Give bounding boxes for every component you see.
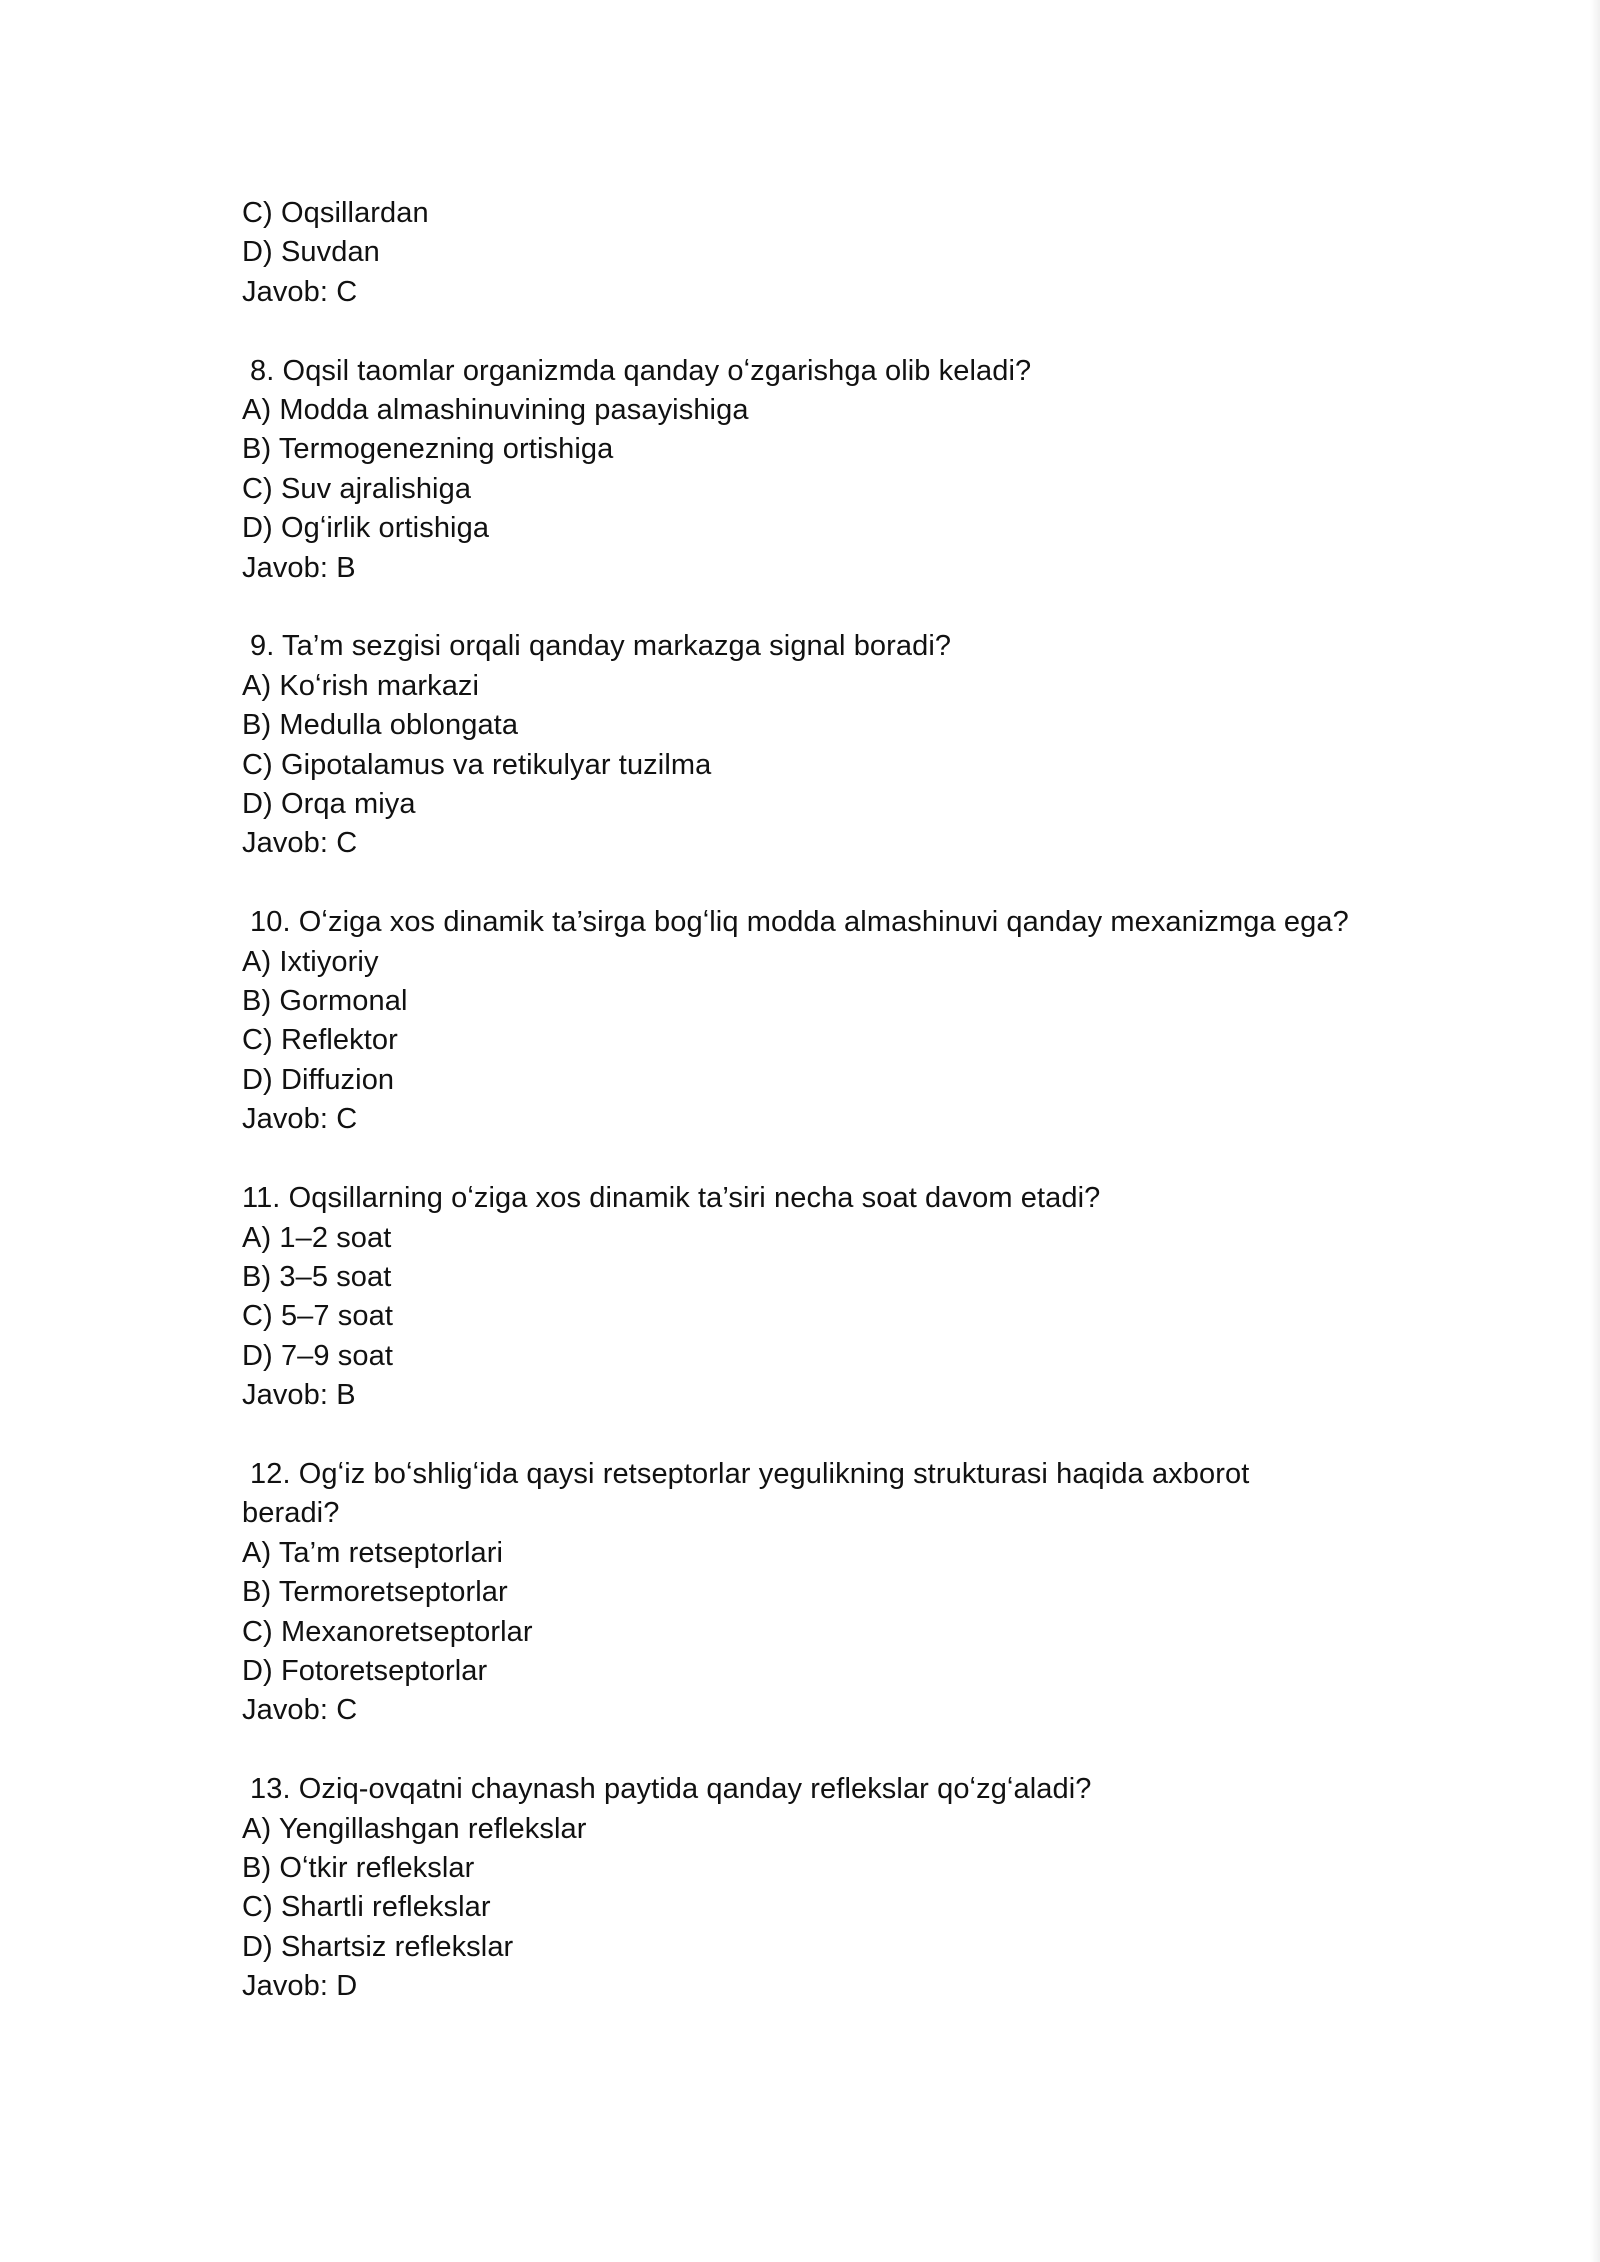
section-gap xyxy=(242,588,1422,627)
question-10-option-b: B) Gormonal xyxy=(242,985,408,1018)
question-12-line-2: beradi? xyxy=(242,1497,340,1530)
question-12-option-a: A) Ta’m retseptorlari xyxy=(242,1536,504,1569)
question-9-option-c: C) Gipotalamus va retikulyar tuzilma xyxy=(242,748,712,781)
question-block-12 xyxy=(242,1455,1422,1731)
question-9-answer: Javob: C xyxy=(242,827,358,860)
question-9-option-b: B) Medulla oblongata xyxy=(242,709,519,742)
question-8: 8. Oqsil taomlar organizmda qanday oʻzgarishga olib keladi? xyxy=(250,354,1032,387)
question-10-option-a: A) Ixtiyoriy xyxy=(242,945,379,978)
question-13-option-d: D) Shartsiz reflekslar xyxy=(242,1930,514,1963)
question-8-option-b: B) Termogenezning ortishiga xyxy=(242,433,614,466)
question-11-option-b: B) 3–5 soat xyxy=(242,1260,392,1293)
question-12-answer: Javob: C xyxy=(242,1694,358,1727)
question-block-11 xyxy=(242,1179,1422,1415)
question-10-option-c: C) Reflektor xyxy=(242,1024,398,1057)
question-12-option-b: B) Termoretseptorlar xyxy=(242,1576,508,1609)
section-gap xyxy=(242,1731,1422,1770)
page-edge-shadow xyxy=(1590,0,1600,2262)
question-13-option-b: B) Oʻtkir reflekslar xyxy=(242,1851,475,1884)
question-8-option-a: A) Modda almashinuvining pasayishiga xyxy=(242,394,749,427)
question-13: 13. Oziq-ovqatni chaynash paytida qanday reflekslar qoʻzgʻaladi? xyxy=(250,1773,1092,1806)
question-11-option-a: A) 1–2 soat xyxy=(242,1221,392,1254)
question-11-option-d: D) 7–9 soat xyxy=(242,1339,394,1372)
question-8-option-d: D) Ogʻirlik ortishiga xyxy=(242,512,490,545)
option-c: C) Oqsillardan xyxy=(242,197,429,229)
question-11: 11. Oqsillarning oʻziga xos dinamik ta’siri necha soat davom etadi? xyxy=(242,1182,1101,1215)
question-10: 10. Oʻziga xos dinamik ta’sirga bogʻliq modda almashinuvi qanday mexanizmga ega? xyxy=(250,906,1349,939)
question-block-13 xyxy=(242,1770,1422,2006)
question-9: 9. Ta’m sezgisi orqali qanday markazga signal boradi? xyxy=(250,630,952,663)
question-block-10 xyxy=(242,903,1422,1139)
section-gap xyxy=(242,864,1422,903)
question-8-option-c: C) Suv ajralishiga xyxy=(242,472,472,505)
question-9-option-a: A) Koʻrish markazi xyxy=(242,669,480,702)
question-block-9 xyxy=(242,627,1422,863)
option-d: D) Suvdan xyxy=(242,236,380,269)
question-12-option-c: C) Mexanoretseptorlar xyxy=(242,1615,533,1648)
question-12-line-1: 12. Ogʻiz boʻshligʻida qaysi retseptorlar yegulikning strukturasi haqida axborot xyxy=(250,1457,1250,1490)
question-13-answer: Javob: D xyxy=(242,1970,358,2003)
answer-line: Javob: C xyxy=(242,275,358,308)
question-10-option-d: D) Diffuzion xyxy=(242,1063,395,1096)
quiz-content xyxy=(242,194,1422,2007)
question-12-option-d: D) Fotoretseptorlar xyxy=(242,1654,488,1687)
question-13-option-a: A) Yengillashgan reflekslar xyxy=(242,1812,587,1845)
question-9-option-d: D) Orqa miya xyxy=(242,788,416,821)
question-13-option-c: C) Shartli reflekslar xyxy=(242,1891,491,1924)
question-block-8 xyxy=(242,352,1422,588)
section-gap xyxy=(242,1140,1422,1179)
question-11-answer: Javob: B xyxy=(242,1379,356,1412)
opening-block xyxy=(242,194,1422,312)
question-8-answer: Javob: B xyxy=(242,551,356,584)
section-gap xyxy=(242,312,1422,351)
question-11-option-c: C) 5–7 soat xyxy=(242,1300,394,1333)
section-gap xyxy=(242,1416,1422,1455)
question-10-answer: Javob: C xyxy=(242,1103,358,1136)
